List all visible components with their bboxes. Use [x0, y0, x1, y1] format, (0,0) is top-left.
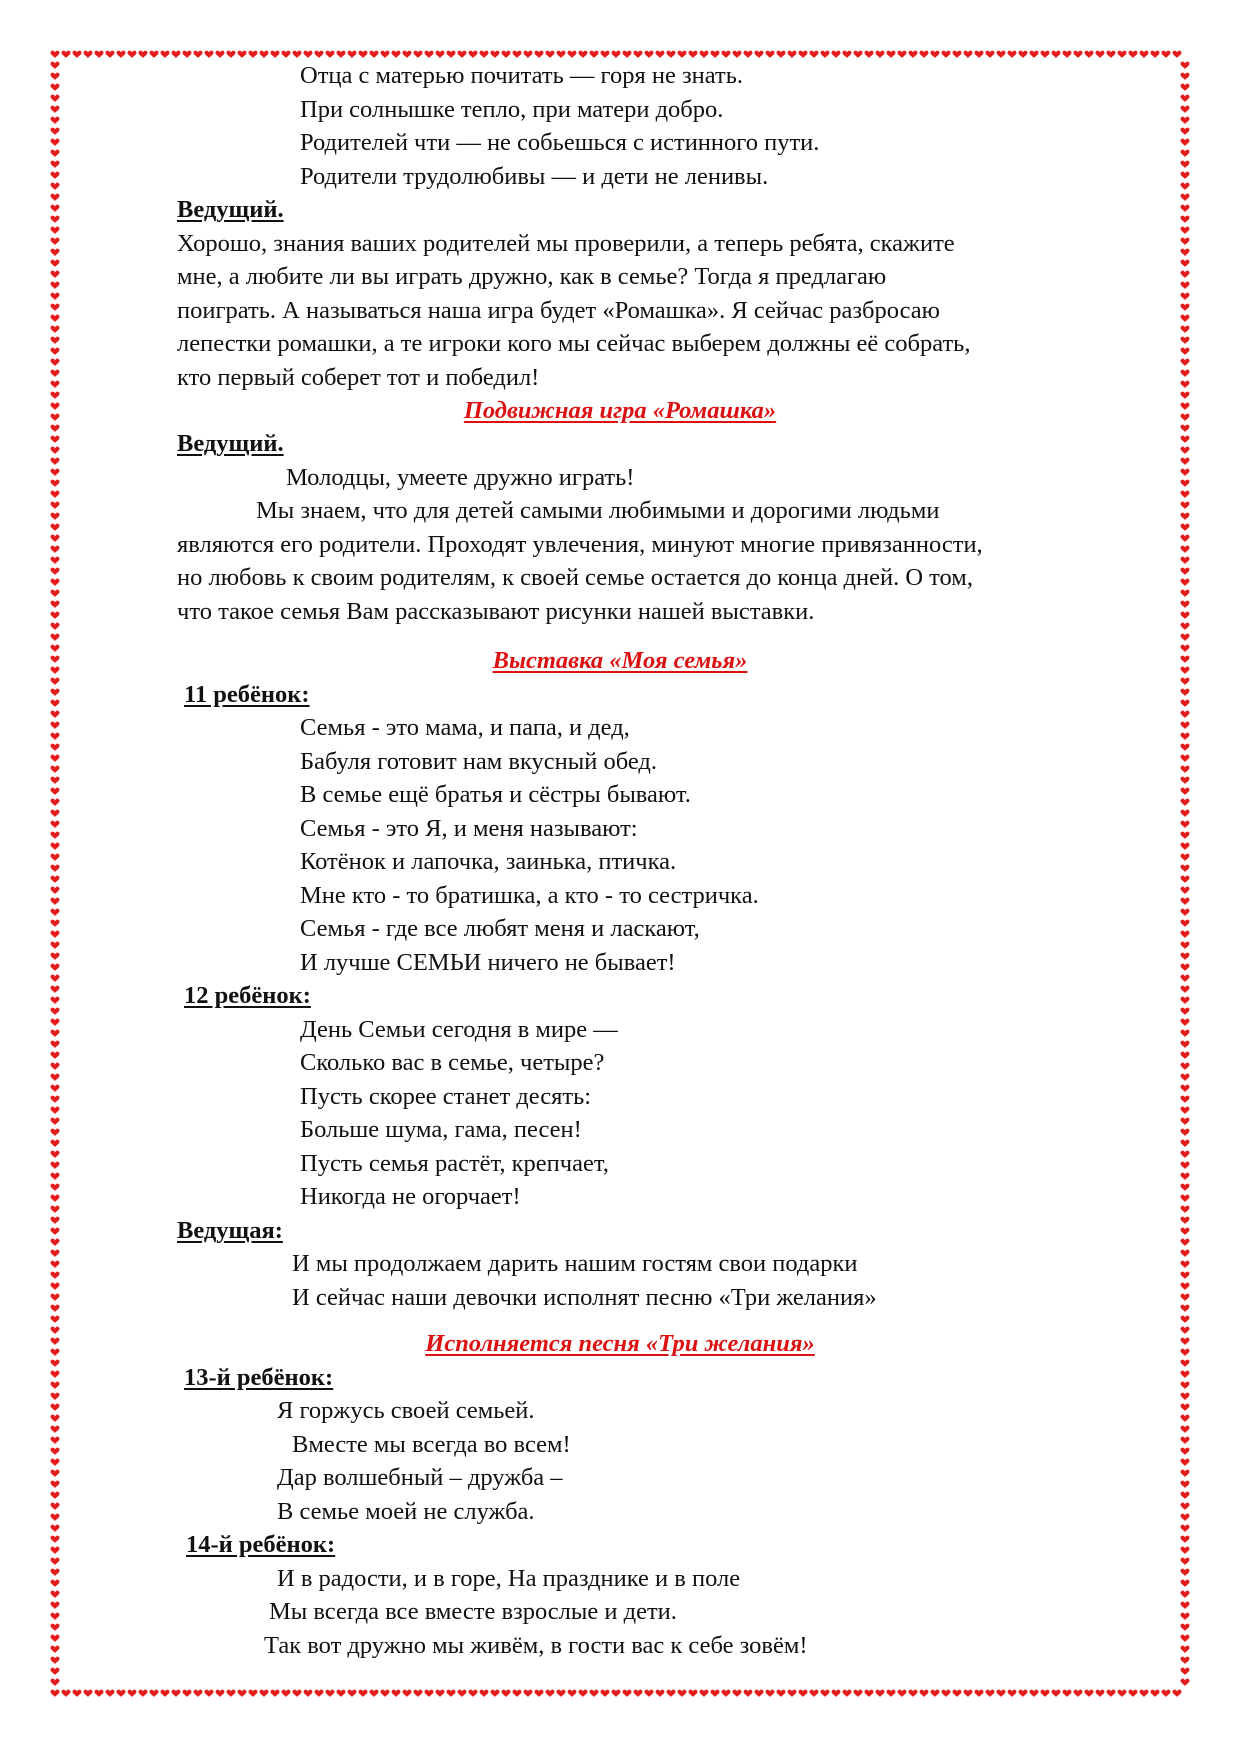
speaker-host-1: Ведущий. [177, 196, 284, 223]
speaker-hostess: Ведущая: [177, 1217, 283, 1244]
poem-12-line-4: Больше шума, гама, песен! [300, 1116, 582, 1143]
poem-13-line-2: Вместе мы всегда во всем! [292, 1431, 571, 1458]
poem-12-line-1: День Семьи сегодня в мире — [300, 1016, 618, 1043]
poem-13-line-1: Я горжусь своей семьей. [277, 1397, 535, 1424]
paragraph-1-line-2: мне, а любите ли вы играть дружно, как в семье? Тогда я предлагаю [177, 263, 887, 290]
poem-12-line-6: Никогда не огорчает! [300, 1183, 521, 1210]
speaker-child-14: 14-й ребёнок: [186, 1531, 336, 1558]
paragraph-1-line-4: лепестки ромашки, а те игроки кого мы сейчас выберем должны её собрать, [177, 330, 971, 357]
speaker-child-12: 12 ребёнок: [184, 982, 311, 1009]
poem-11-line-8: И лучше СЕМЬИ ничего не бывает! [300, 949, 676, 976]
poem-11-line-2: Бабуля готовит нам вкусный обед. [300, 748, 657, 775]
hostess-line-1: И мы продолжаем дарить нашим гостям свои подарки [292, 1250, 858, 1277]
poem-14-line-1: И в радости, и в горе, На празднике и в поле [277, 1565, 741, 1592]
poem-12-line-3: Пусть скорее станет десять: [300, 1083, 592, 1110]
poem-intro-line-2: При солнышке тепло, при матери добро. [300, 96, 724, 123]
poem-11-line-6: Мне кто - то братишка, а кто - то сестричка. [300, 882, 759, 909]
poem-12-line-5: Пусть семья растёт, крепчает, [300, 1150, 609, 1177]
heading-game: Подвижная игра «Ромашка» [463, 397, 777, 424]
poem-11-line-1: Семья - это мама, и папа, и дед, [300, 714, 630, 741]
poem-11-line-3: В семье ещё братья и сёстры бывают. [300, 781, 691, 808]
poem-11-line-5: Котёнок и лапочка, заинька, птичка. [300, 848, 677, 875]
poem-intro-line-1: Отца с матерью почитать — горя не знать. [300, 62, 744, 89]
poem-12-line-2: Сколько вас в семье, четыре? [300, 1049, 605, 1076]
paragraph-2-line-1: Мы знаем, что для детей самыми любимыми и дорогими людьми [256, 497, 940, 524]
paragraph-2-line-4: что такое семья Вам рассказывают рисунки нашей выставки. [177, 598, 815, 625]
paragraph-1-line-1: Хорошо, знания ваших родителей мы проверили, а теперь ребята, скажите [177, 230, 955, 257]
poem-11-line-7: Семья - где все любят меня и ласкают, [300, 915, 700, 942]
paragraph-1-line-5: кто первый соберет тот и победил! [177, 364, 540, 391]
paragraph-2-line-3: но любовь к своим родителям, к своей семье остается до конца дней. О том, [177, 564, 973, 591]
poem-14-line-2: Мы всегда все вместе взрослые и дети. [269, 1598, 677, 1625]
hostess-line-2: И сейчас наши девочки исполнят песню «Три желания» [292, 1284, 877, 1311]
speaker-host-2: Ведущий. [177, 430, 284, 457]
poem-13-line-3: Дар волшебный – дружба – [277, 1464, 563, 1491]
paragraph-2-line-2: являются его родители. Проходят увлечения, минуют многие привязанности, [177, 531, 983, 558]
praise-line: Молодцы, умеете дружно играть! [286, 464, 635, 491]
poem-intro-line-4: Родители трудолюбивы — и дети не ленивы. [300, 163, 769, 190]
speaker-child-11: 11 ребёнок: [184, 681, 310, 708]
poem-13-line-4: В семье моей не служба. [277, 1498, 535, 1525]
poem-intro-line-3: Родителей чти — не собьешься с истинного пути. [300, 129, 820, 156]
heading-song: Исполняется песня «Три желания» [425, 1330, 815, 1357]
heading-exhibition: Выставка «Моя семья» [492, 647, 748, 674]
poem-14-line-3: Так вот дружно мы живём, в гости вас к себе зовём! [264, 1632, 808, 1659]
poem-11-line-4: Семья - это Я, и меня называют: [300, 815, 638, 842]
speaker-child-13: 13-й ребёнок: [184, 1364, 334, 1391]
paragraph-1-line-3: поиграть. А называться наша игра будет «Ромашка». Я сейчас разбросаю [177, 297, 940, 324]
